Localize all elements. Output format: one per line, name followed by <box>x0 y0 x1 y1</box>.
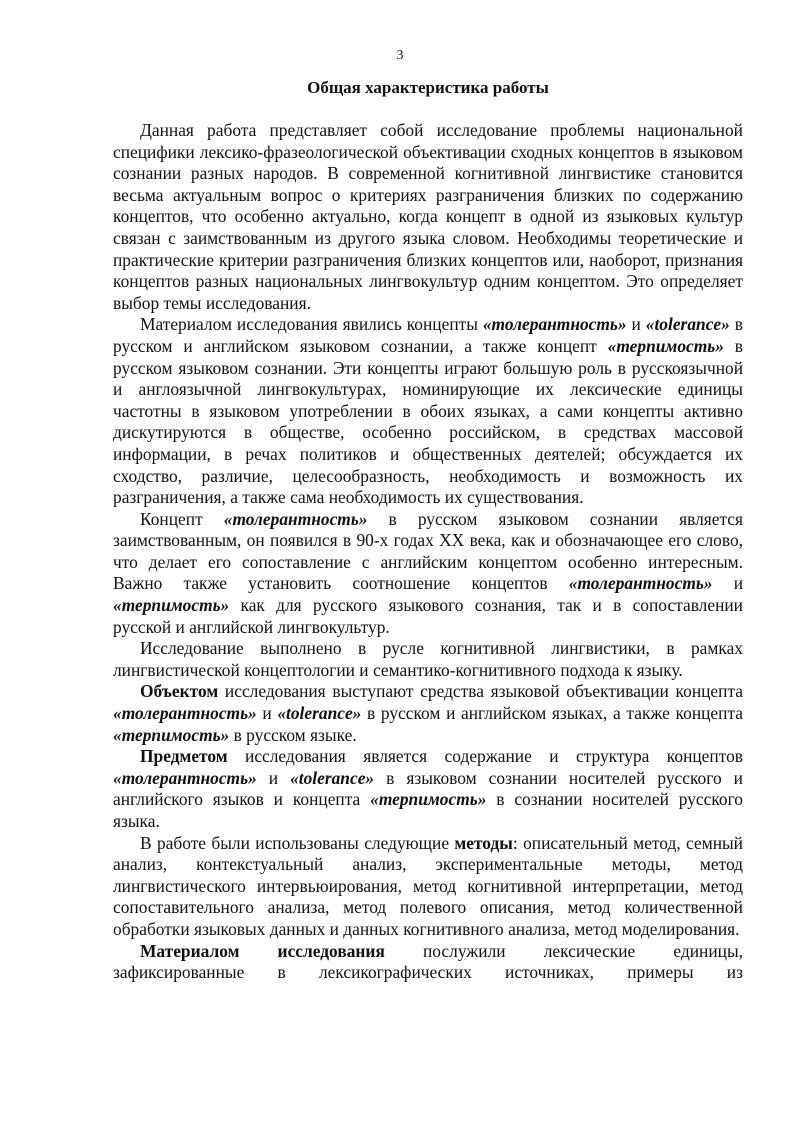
bold-term: Материалом исследования <box>140 940 385 961</box>
paragraph-material: Материалом исследования явились концепты «толерантность» и «tolerance» в русском и английском языковом сознании, а также концепт «терпимость» в русском языковом сознании. Эти концепты играют большую роль в русскоязычной и англоязычной лингвокультурах, номинирующие их лексические единицы частотны в языковом употреблении в обоих языках, а сами концепты активно дискутируются в обществе, особенно российском, в средствах массовой информации, в речах политиков и общественных деятелей; обсуждается их сходство, различие, целесообразность, необходимость и возможность их разграничения, а также сама необходимость их существования. <box>113 314 743 508</box>
paragraph-concept: Концепт «толерантность» в русском языковом сознании является заимствованным, он появился в 90-х годах XX века, как и обозначающее его слово, что делает его сопоставление с английским концептом особенно интересным. Важно также установить соотношение концептов «толерантность» и «терпимость» как для русского языкового сознания, так и в сопоставлении русской и английской лингвокультур. <box>113 508 743 637</box>
concept-term: «толерантность» <box>482 314 627 335</box>
concept-term: «толерантность» <box>113 703 257 724</box>
concept-term: «tolerance» <box>277 703 362 724</box>
bold-term: Объектом <box>140 681 219 702</box>
page-number: 3 <box>396 48 404 63</box>
document-body <box>113 120 743 984</box>
concept-term: «tolerance» <box>645 314 730 335</box>
concept-term: «толерантность» <box>113 767 257 788</box>
concept-term: «tolerance» <box>290 767 375 788</box>
paragraph-methods: В работе были использованы следующие методы: описательный метод, семный анализ, контекстуальный анализ, экспериментальные методы, метод лингвистического интервьюирования, метод когнитивной интерпретации, метод сопоставительного анализа, метод полевого описания, метод количественной обработки языковых данных и данных когнитивного анализа, метод моделирования. <box>113 832 743 939</box>
concept-term: «толерантность» <box>568 573 713 594</box>
concept-term: «терпимость» <box>113 595 230 616</box>
paragraph-research: Исследование выполнено в русле когнитивной лингвистики, в рамках лингвистической концептологии и семантико-когнитивного подхода к языку. <box>113 638 743 680</box>
paragraph-object: Объектом исследования выступают средства языковой объективации концепта «толерантность» и «tolerance» в русском и английском языках, а также концепта «терпимость» в русском языке. <box>113 681 743 745</box>
section-title: Общая характеристика работы <box>307 78 549 97</box>
paragraph-subject: Предметом исследования является содержание и структура концептов «толерантность» и «tolerance» в языковом сознании носителей русского и английского языков и концепта «терпимость» в сознании носителей русского языка. <box>113 746 743 831</box>
concept-term: «терпимость» <box>113 724 230 745</box>
bold-term: методы <box>454 832 513 853</box>
concept-term: «толерантность» <box>223 508 368 529</box>
bold-term: Предметом <box>140 746 228 767</box>
concept-term: «терпимость» <box>370 789 487 810</box>
paragraph-material-sources: Материалом исследования послужили лексические единицы, зафиксированные в лексикографических источниках, примеры из <box>113 940 743 983</box>
paragraph-intro: Данная работа представляет собой исследование проблемы национальной специфики лексико-фразеологической объективации сходных концептов в языковом сознании разных народов. В современной когнитивной лингвистике становится весьма актуальным вопрос о критериях разграничения близких по содержанию концептов, что особенно актуально, когда концепт в одной из языковых культур связан с заимствованным из другого языка словом. Необходимы теоретические и практические критерии разграничения близких концептов или, наоборот, признания концептов разных национальных лингвокультур одним концептом. Это определяет выбор темы исследования. <box>113 120 743 313</box>
concept-term: «терпимость» <box>607 335 724 356</box>
